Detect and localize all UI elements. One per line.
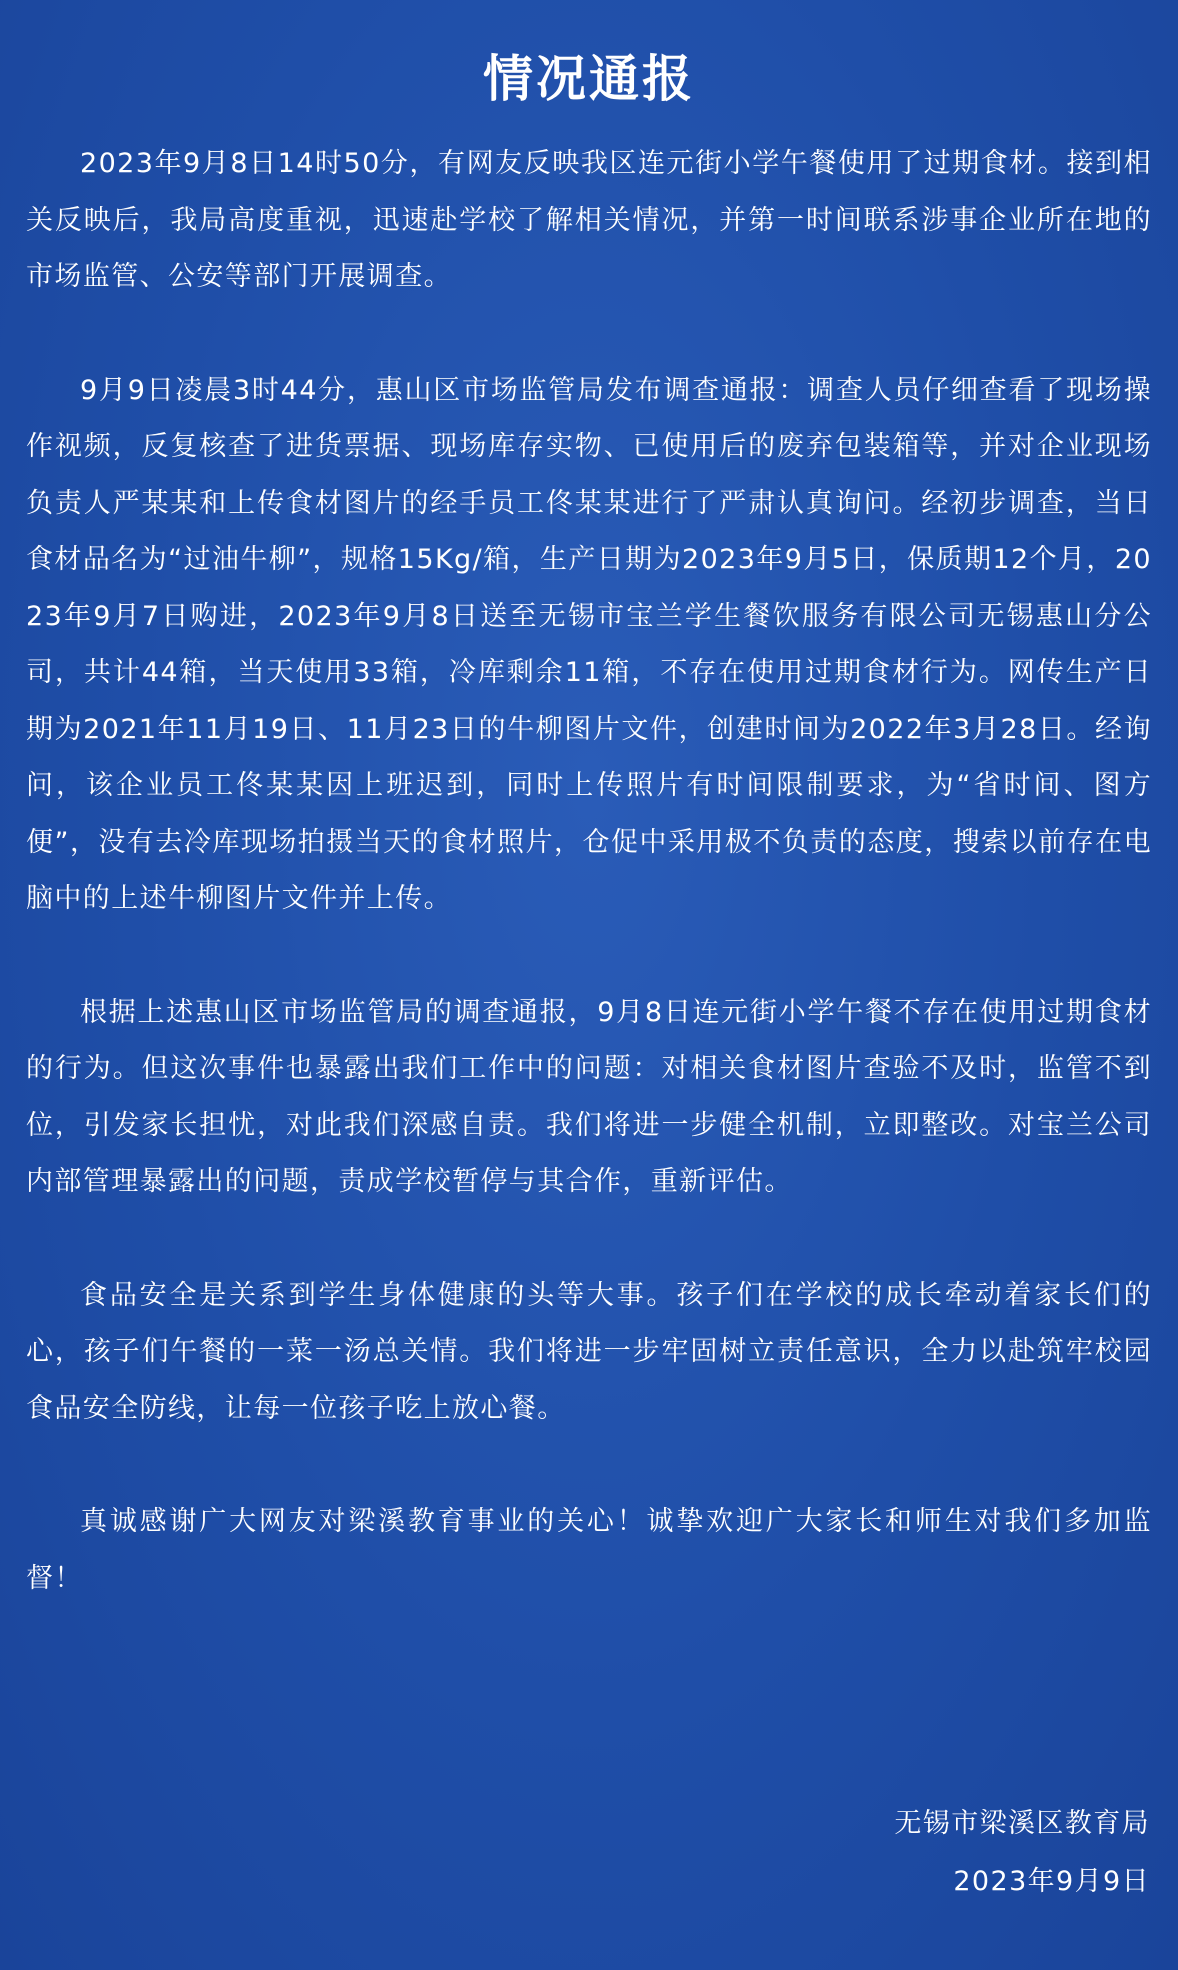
issue-date: 2023年9月9日 (953, 1866, 1150, 1897)
paragraph-investigation-findings: 9月9日凌晨3时44分，惠山区市场监管局发布调查通报：调查人员仔细查看了现场操作视频，反复核查了进货票据、现场库存实物、已使用后的废弃包装箱等，并对企业现场负责人严某某和上传食材图片的经手员工佟某某进行了严肃认真询问。经初步调查，当日食材品名为“过油牛柳”，规格15Kg/箱，生产日期为2023年9月5日，保质期12个月，2023年9月7日购进，2023年9月8日送至无锡市宝兰学生餐饮服务有限公司无锡惠山分公司，共计44箱，当天使用33箱，冷库剩余11箱，不存在使用过期食材行为。网传生产日期为2021年11月19日、11月23日的牛柳图片文件，创建时间为2022年3月28日。经询问，该企业员工佟某某因上班迟到，同时上传照片有时间限制要求，为“省时间、图方便”，没有去冷库现场拍摄当天的食材照片，仓促中采用极不负责的态度，搜索以前存在电脑中的上述牛柳图片文件并上传。 (26, 374, 1152, 914)
paragraph-conclusion-rectification: 根据上述惠山区市场监管局的调查通报，9月8日连元街小学午餐不存在使用过期食材的行为。但这次事件也暴露出我们工作中的问题：对相关食材图片查验不及时，监管不到位，引发家长担忧，对此我们深感自责。我们将进一步健全机制，立即整改。对宝兰公司内部管理暴露出的问题，责成学校暂停与其合作，重新评估。 (26, 996, 1152, 1197)
signature-block (894, 1795, 1150, 1911)
issuer-name: 无锡市梁溪区教育局 (894, 1808, 1150, 1839)
paragraph-thanks: 真诚感谢广大网友对梁溪教育事业的关心！诚挚欢迎广大家长和师生对我们多加监督！ (26, 1506, 1152, 1594)
document-title: 情况通报 (483, 50, 695, 108)
paragraph-incident-report: 2023年9月8日14时50分，有网友反映我区连元街小学午餐使用了过期食材。接到相关反映后，我局高度重视，迅速赴学校了解相关情况，并第一时间联系涉事企业所在地的市场监管、公安等部门开展调查。 (26, 148, 1152, 292)
document-body (26, 136, 1152, 1607)
paragraph-food-safety-commitment: 食品安全是关系到学生身体健康的头等大事。孩子们在学校的成长牵动着家长们的心，孩子们午餐的一菜一汤总关情。我们将进一步牢固树立责任意识，全力以赴筑牢校园食品安全防线，让每一位孩子吃上放心餐。 (26, 1279, 1152, 1424)
